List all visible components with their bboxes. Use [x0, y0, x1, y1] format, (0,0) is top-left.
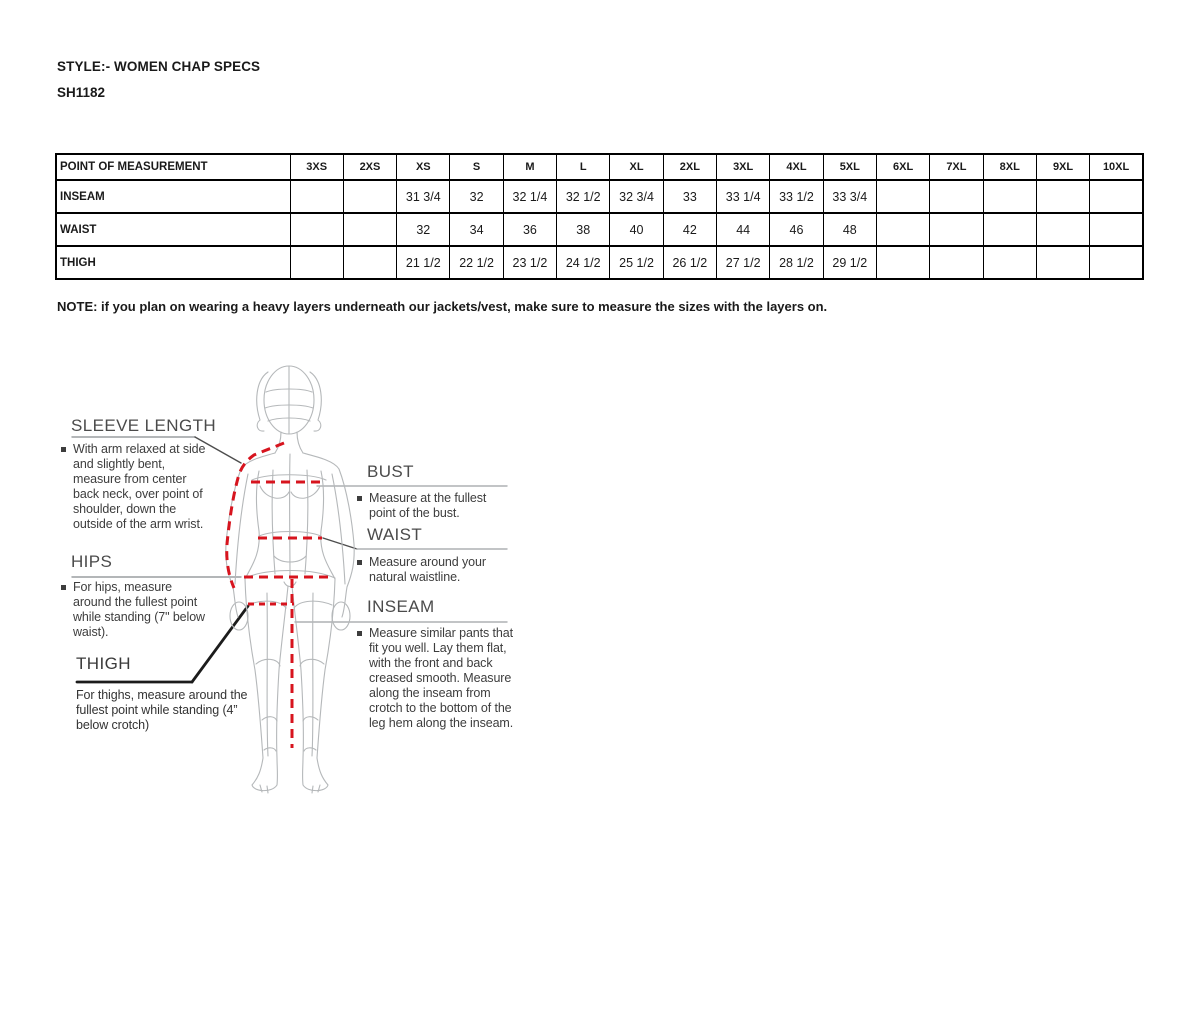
size-value-cell [983, 246, 1036, 279]
column-header: 2XL [663, 154, 716, 180]
column-header: 9XL [1036, 154, 1089, 180]
size-value-cell [290, 180, 343, 213]
size-value-cell [1036, 180, 1089, 213]
note-text: NOTE: if you plan on wearing a heavy layers underneath our jackets/vest, make sure to measure the sizes with the layers on. [57, 299, 828, 314]
bullet-square-icon [357, 631, 362, 636]
size-value-cell [930, 180, 983, 213]
row-label: THIGH [56, 246, 290, 279]
size-value-cell [876, 213, 929, 246]
inseam-heading: INSEAM [367, 597, 435, 616]
size-value-cell [1090, 246, 1143, 279]
column-header: 7XL [930, 154, 983, 180]
size-value-cell: 23 1/2 [503, 246, 556, 279]
size-value-cell: 32 [397, 213, 450, 246]
size-value-cell [876, 180, 929, 213]
column-header: XS [397, 154, 450, 180]
size-value-cell: 25 1/2 [610, 246, 663, 279]
size-value-cell [930, 213, 983, 246]
size-value-cell: 34 [450, 213, 503, 246]
bullet-square-icon [357, 496, 362, 501]
size-value-cell: 24 1/2 [557, 246, 610, 279]
size-value-cell [1036, 246, 1089, 279]
style-code: SH1182 [57, 85, 106, 100]
hips-heading: HIPS [71, 552, 113, 571]
measurement-diagram [55, 350, 535, 810]
inseam-description: Measure similar pants that fit you well. Lay them flat, with the front and back creased smooth. Measure along the inseam from crotch to the bottom of the leg hem along the inseam. [357, 626, 517, 731]
row-label: WAIST [56, 213, 290, 246]
size-value-cell: 33 1/2 [770, 180, 823, 213]
size-value-cell [290, 246, 343, 279]
column-header: 8XL [983, 154, 1036, 180]
size-value-cell: 38 [557, 213, 610, 246]
size-value-cell: 42 [663, 213, 716, 246]
column-header: M [503, 154, 556, 180]
size-value-cell: 33 3/4 [823, 180, 876, 213]
size-value-cell: 21 1/2 [397, 246, 450, 279]
size-value-cell [930, 246, 983, 279]
column-header: 5XL [823, 154, 876, 180]
size-value-cell: 44 [717, 213, 770, 246]
thigh-description: For thighs, measure around the fullest point while standing (4” below crotch) [76, 688, 248, 732]
sleeve-length-heading: SLEEVE LENGTH [71, 416, 217, 435]
size-value-cell: 40 [610, 213, 663, 246]
size-value-cell: 22 1/2 [450, 246, 503, 279]
size-spec-table [55, 153, 1144, 280]
bust-description: Measure at the fullest point of the bust. [357, 491, 499, 521]
size-value-cell: 32 1/2 [557, 180, 610, 213]
size-value-cell: 28 1/2 [770, 246, 823, 279]
bust-heading: BUST [367, 462, 414, 481]
size-value-cell: 29 1/2 [823, 246, 876, 279]
column-header: XL [610, 154, 663, 180]
size-value-cell [983, 213, 1036, 246]
size-value-cell [876, 246, 929, 279]
size-value-cell: 27 1/2 [717, 246, 770, 279]
style-title: STYLE:- WOMEN CHAP SPECS [57, 59, 261, 74]
thigh-heading: THIGH [76, 654, 131, 673]
size-value-cell: 32 3/4 [610, 180, 663, 213]
size-value-cell [343, 246, 396, 279]
sleeve-measure-line [227, 443, 284, 588]
size-value-cell [290, 213, 343, 246]
bullet-square-icon [61, 447, 66, 452]
bullet-square-icon [61, 585, 66, 590]
size-value-cell [343, 213, 396, 246]
size-value-cell [1036, 213, 1089, 246]
column-header: 6XL [876, 154, 929, 180]
size-value-cell: 32 1/4 [503, 180, 556, 213]
size-value-cell: 33 1/4 [717, 180, 770, 213]
column-header: S [450, 154, 503, 180]
size-value-cell [1090, 180, 1143, 213]
sleeve-length-description: With arm relaxed at side and slightly bent, measure from center back neck, over point of shoulder, down the outside of the arm wrist. [61, 442, 213, 532]
size-value-cell: 36 [503, 213, 556, 246]
size-value-cell: 33 [663, 180, 716, 213]
size-value-cell: 31 3/4 [397, 180, 450, 213]
size-value-cell: 32 [450, 180, 503, 213]
hips-description: For hips, measure around the fullest point while standing (7" below waist). [61, 580, 213, 640]
column-header: 3XS [290, 154, 343, 180]
column-header: L [557, 154, 610, 180]
size-value-cell [983, 180, 1036, 213]
row-label: INSEAM [56, 180, 290, 213]
column-header: 2XS [343, 154, 396, 180]
column-header: 3XL [717, 154, 770, 180]
bullet-square-icon [357, 560, 362, 565]
point-of-measurement-header: POINT OF MEASUREMENT [56, 154, 290, 180]
waist-heading: WAIST [367, 525, 423, 544]
size-value-cell [343, 180, 396, 213]
size-value-cell: 26 1/2 [663, 246, 716, 279]
column-header: 10XL [1090, 154, 1143, 180]
waist-description: Measure around your natural waistline. [357, 555, 499, 585]
size-value-cell: 48 [823, 213, 876, 246]
column-header: 4XL [770, 154, 823, 180]
size-value-cell [1090, 213, 1143, 246]
size-value-cell: 46 [770, 213, 823, 246]
